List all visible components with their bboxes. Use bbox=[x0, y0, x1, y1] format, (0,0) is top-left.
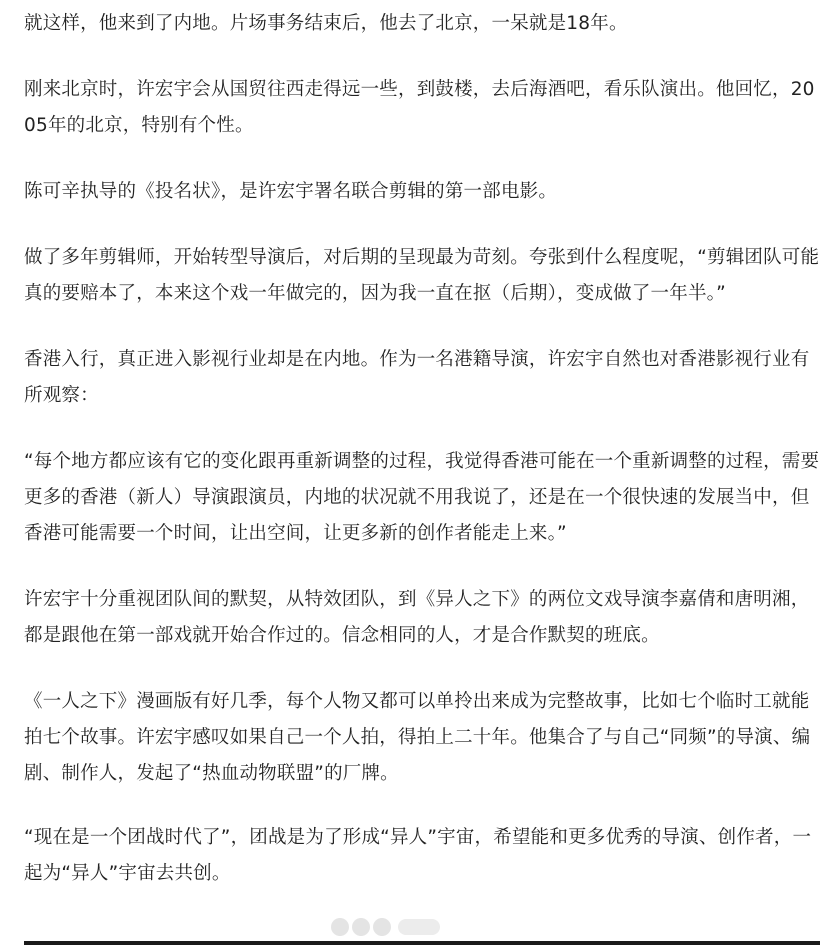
paragraph-comic-universe: 《一人之下》漫画版有好几季，每个人物又都可以单拎出来成为完整故事，比如七个临时工就能拍七个故事。许宏宇感叹如果自己一个人拍，得拍上二十年。他集合了与自己“同频”的导演、编剧、制作人，发起了“热血动物联盟”的厂牌。 bbox=[24, 691, 811, 784]
paragraph-team-chemistry: 许宏宇十分重视团队间的默契，从特效团队，到《异人之下》的两位文戏导演李嘉倩和唐明湘，都是跟他在第一部戏就开始合作过的。信念相同的人，才是合作默契的班底。 bbox=[24, 589, 810, 646]
watermark-bar bbox=[398, 919, 440, 935]
paragraph-arrival: 就这样，他来到了内地。片场事务结束后，他去了北京，一呆就是18年。 bbox=[24, 13, 628, 34]
watermark-dot-icon bbox=[373, 918, 391, 936]
paragraph-quote-hk-adjustment: “每个地方都应该有它的变化跟再重新调整的过程，我觉得香港可能在一个重新调整的过程，需要更多的香港（新人）导演跟演员，内地的状况就不用我说了，还是在一个很快速的发展当中，但香港可能需要一个时间，让出空间，让更多新的创作者能走上来。” bbox=[24, 451, 820, 544]
watermark bbox=[331, 915, 440, 939]
bottom-divider bbox=[24, 941, 820, 945]
paragraph-editing-perfectionism: 做了多年剪辑师，开始转型导演后，对后期的呈现最为苛刻。夸张到什么程度呢，“剪辑团队可能真的要赔本了，本来这个戏一年做完的，因为我一直在抠（后期），变成做了一年半。” bbox=[24, 247, 820, 304]
paragraph-team-era: “现在是一个团战时代了”，团战是为了形成“异人”宇宙，希望能和更多优秀的导演、创作者，一起为“异人”宇宙去共创。 bbox=[24, 827, 812, 884]
watermark-dot-icon bbox=[331, 918, 349, 936]
paragraph-first-film: 陈可辛执导的《投名状》，是许宏宇署名联合剪辑的第一部电影。 bbox=[24, 181, 558, 202]
paragraph-hk-industry: 香港入行，真正进入影视行业却是在内地。作为一名港籍导演，许宏宇自然也对香港影视行业有所观察： bbox=[24, 349, 810, 406]
paragraph-beijing-memory: 刚来北京时，许宏宇会从国贸往西走得远一些，到鼓楼，去后海酒吧，看乐队演出。他回忆，2005年的北京，特别有个性。 bbox=[24, 79, 815, 136]
article-body bbox=[24, 6, 820, 922]
watermark-dot-icon bbox=[352, 918, 370, 936]
